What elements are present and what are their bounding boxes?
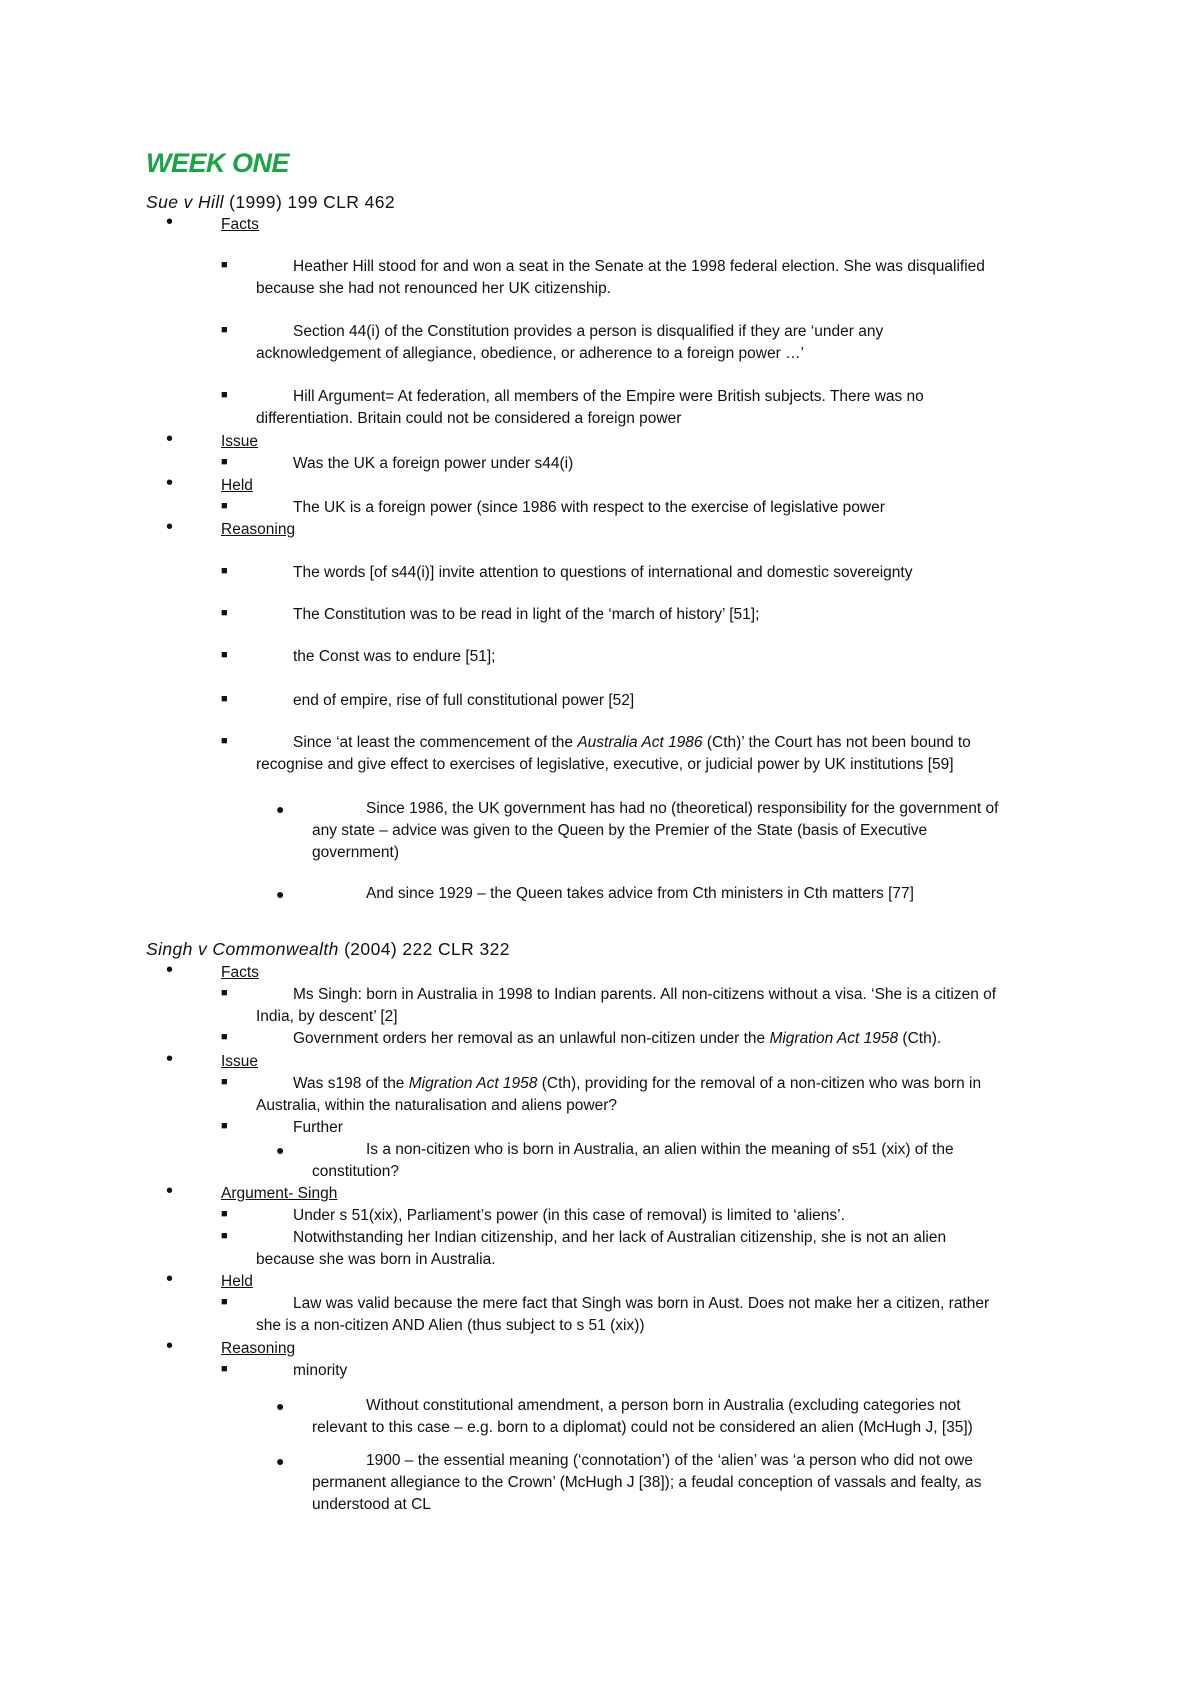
square-bullet-icon: ■ <box>221 1031 228 1043</box>
reasoning-text: (Cth)’ the Court has not been bound to <box>702 734 971 751</box>
sub-point-line: 1900 – the essential meaning (‘connotation’) of the ‘alien’ was ‘a person who did not owe <box>366 1452 973 1469</box>
reasoning-line: The Constitution was to be read in light of the ‘march of history’ [51]; <box>293 606 760 623</box>
argument-line: Notwithstanding her Indian citizenship, and her lack of Australian citizenship, she is not an alien <box>293 1229 947 1246</box>
square-bullet-icon: ■ <box>221 1230 228 1242</box>
held-heading: Held <box>221 1273 253 1290</box>
case-name: Sue v Hill <box>146 192 224 212</box>
square-bullet-icon: ■ <box>221 693 228 705</box>
fact-text: Government orders her removal as an unlawful non-citizen under the <box>293 1030 770 1047</box>
square-bullet-icon: ■ <box>221 259 228 271</box>
issue-text: (Cth), providing for the removal of a non-citizen who was born in <box>537 1075 982 1092</box>
fact-line: India, by descent’ [2] <box>256 1008 398 1025</box>
case-name: Singh v Commonwealth <box>146 939 339 959</box>
fact-line: acknowledgement of allegiance, obedience, or adherence to a foreign power …’ <box>256 345 805 362</box>
case-title-singh-v-commonwealth <box>146 939 510 960</box>
reasoning-line <box>293 732 971 754</box>
statute-name: Migration Act 1958 <box>408 1075 538 1092</box>
bullet-icon: • <box>166 211 174 233</box>
square-bullet-icon: ■ <box>221 1120 228 1132</box>
facts-heading: Facts <box>221 964 259 981</box>
case-title-sue-v-hill <box>146 192 395 213</box>
square-bullet-icon: ■ <box>221 500 228 512</box>
square-bullet-icon: ■ <box>221 649 228 661</box>
issue-line: Further <box>293 1119 343 1136</box>
dot-bullet-icon: ● <box>276 1453 285 1469</box>
dot-bullet-icon: ● <box>276 801 285 817</box>
issue-line <box>293 1073 981 1095</box>
reasoning-line: minority <box>293 1362 348 1379</box>
fact-line: Ms Singh: born in Australia in 1998 to Indian parents. All non-citizens without a visa. ‘She is a citizen of <box>293 986 997 1003</box>
fact-line <box>293 1028 941 1050</box>
case-citation: (2004) 222 CLR 322 <box>338 939 510 959</box>
reasoning-line: the Const was to endure [51]; <box>293 648 496 665</box>
held-line: Law was valid because the mere fact that Singh was born in Aust. Does not make her a citizen, rather <box>293 1295 990 1312</box>
sub-point-line: any state – advice was given to the Queen by the Premier of the State (basis of Executive <box>312 822 928 839</box>
bullet-icon: • <box>166 1180 174 1202</box>
facts-heading: Facts <box>221 216 259 233</box>
statute-name: Migration Act 1958 <box>769 1030 899 1047</box>
fact-line: Section 44(i) of the Constitution provides a person is disqualified if they are ‘under any <box>293 323 884 340</box>
held-heading: Held <box>221 477 253 494</box>
dot-bullet-icon: ● <box>276 886 285 902</box>
bullet-icon: • <box>166 1335 174 1357</box>
square-bullet-icon: ■ <box>221 1363 228 1375</box>
sub-point-line: government) <box>312 844 400 861</box>
sub-point-line: Is a non-citizen who is born in Australia, an alien within the meaning of s51 (xix) of the <box>366 1141 954 1158</box>
sub-point-line: constitution? <box>312 1163 400 1180</box>
square-bullet-icon: ■ <box>221 1076 228 1088</box>
bullet-icon: • <box>166 959 174 981</box>
square-bullet-icon: ■ <box>221 565 228 577</box>
statute-name: Australia Act 1986 <box>577 734 703 751</box>
square-bullet-icon: ■ <box>221 324 228 336</box>
sub-point-line: And since 1929 – the Queen takes advice from Cth ministers in Cth matters [77] <box>366 885 914 902</box>
reasoning-line: The words [of s44(i)] invite attention to questions of international and domestic sovereignty <box>293 564 913 581</box>
reasoning-text: Since ‘at least the commencement of the <box>293 734 578 751</box>
fact-line: Heather Hill stood for and won a seat in the Senate at the 1998 federal election. She was disqualified <box>293 258 985 275</box>
square-bullet-icon: ■ <box>221 389 228 401</box>
sub-point-line: permanent allegiance to the Crown’ (McHugh J [38]); a feudal conception of vassals and fealty, as <box>312 1474 982 1491</box>
fact-line: differentiation. Britain could not be considered a foreign power <box>256 410 682 427</box>
reasoning-line: recognise and give effect to exercises of legislative, executive, or judicial power by UK institutions [59] <box>256 756 954 773</box>
bullet-icon: • <box>166 1268 174 1290</box>
dot-bullet-icon: ● <box>276 1398 285 1414</box>
issue-line: Australia, within the naturalisation and aliens power? <box>256 1097 618 1114</box>
bullet-icon: • <box>166 1048 174 1070</box>
argument-line: because she was born in Australia. <box>256 1251 496 1268</box>
fact-line: because she had not renounced her UK citizenship. <box>256 280 612 297</box>
week-title: WEEK ONE <box>146 148 290 178</box>
issue-heading: Issue <box>221 433 259 450</box>
square-bullet-icon: ■ <box>221 735 228 747</box>
square-bullet-icon: ■ <box>221 456 228 468</box>
reasoning-line: end of empire, rise of full constitutional power [52] <box>293 692 635 709</box>
issue-text: Was s198 of the <box>293 1075 409 1092</box>
fact-text: (Cth). <box>898 1030 942 1047</box>
sub-point-line: relevant to this case – e.g. born to a diplomat) could not be considered an alien (McHugh J, [35]) <box>312 1419 973 1436</box>
square-bullet-icon: ■ <box>221 1296 228 1308</box>
held-text: The UK is a foreign power (since 1986 with respect to the exercise of legislative power <box>293 499 885 516</box>
fact-line: Hill Argument= At federation, all members of the Empire were British subjects. There was no <box>293 388 924 405</box>
square-bullet-icon: ■ <box>221 1208 228 1220</box>
bullet-icon: • <box>166 472 174 494</box>
issue-heading: Issue <box>221 1053 259 1070</box>
bullet-icon: • <box>166 428 174 450</box>
held-line: she is a non-citizen AND Alien (thus subject to s 51 (xix)) <box>256 1317 645 1334</box>
sub-point-line: Without constitutional amendment, a person born in Australia (excluding categories not <box>366 1397 961 1414</box>
sub-point-line: understood at CL <box>312 1496 431 1513</box>
sub-point-line: Since 1986, the UK government has had no (theoretical) responsibility for the government of <box>366 800 999 817</box>
reasoning-heading: Reasoning <box>221 521 296 538</box>
square-bullet-icon: ■ <box>221 987 228 999</box>
square-bullet-icon: ■ <box>221 607 228 619</box>
dot-bullet-icon: ● <box>276 1142 285 1158</box>
issue-text: Was the UK a foreign power under s44(i) <box>293 455 574 472</box>
argument-heading: Argument- Singh <box>221 1185 338 1202</box>
reasoning-heading: Reasoning <box>221 1340 296 1357</box>
argument-line: Under s 51(xix), Parliament’s power (in this case of removal) is limited to ‘aliens’. <box>293 1207 845 1224</box>
case-citation: (1999) 199 CLR 462 <box>223 192 395 212</box>
bullet-icon: • <box>166 516 174 538</box>
